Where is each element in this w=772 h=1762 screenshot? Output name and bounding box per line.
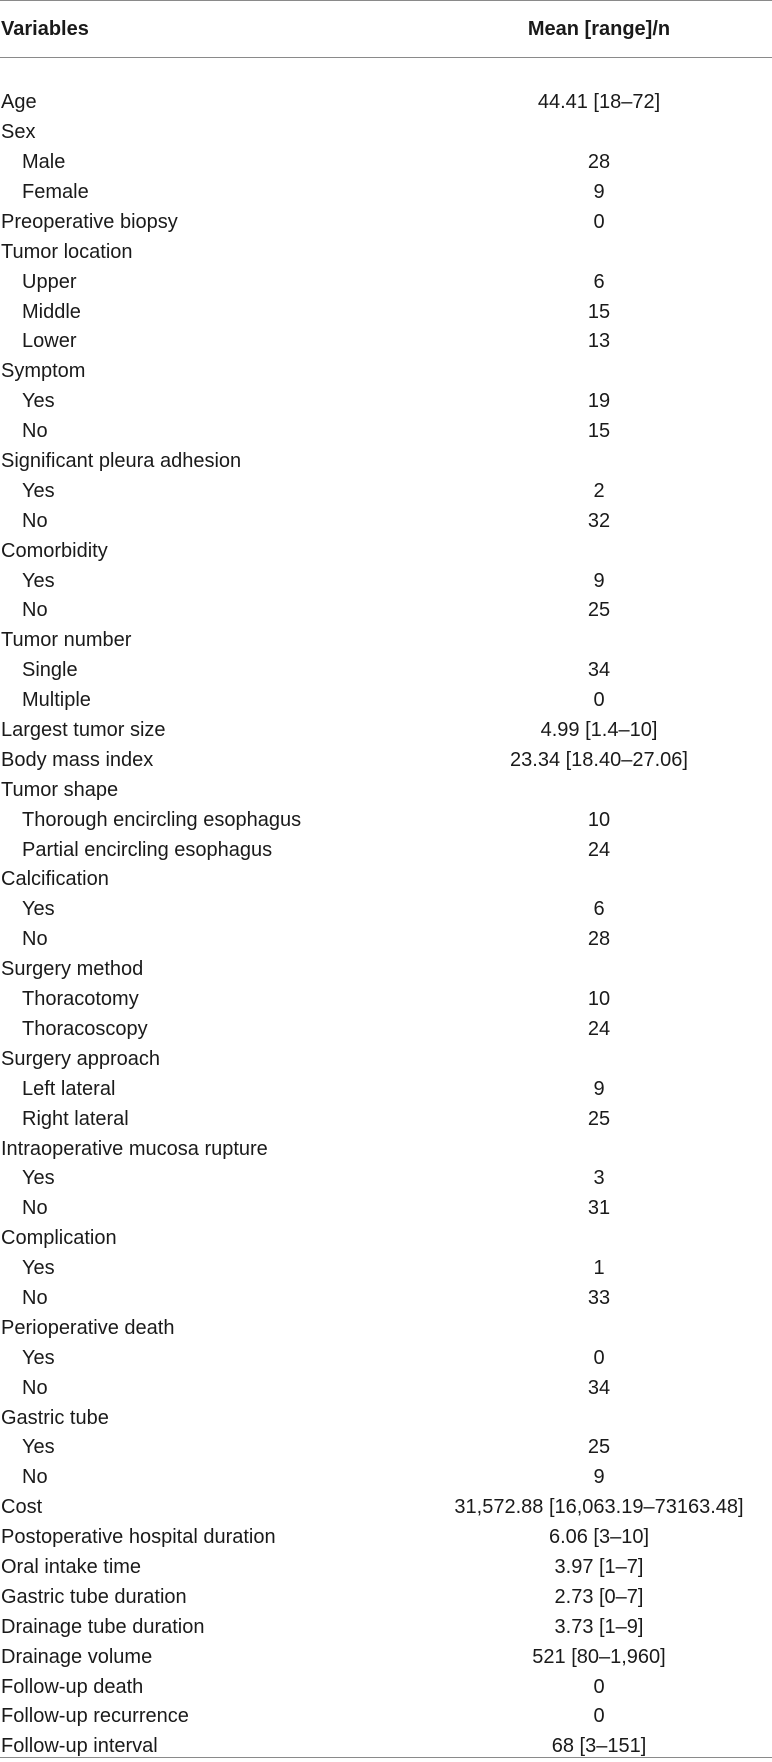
row-value — [426, 1313, 772, 1343]
row-label: Gastric tube duration — [1, 1585, 187, 1608]
row-value: 4.99 [1.4–10] — [540, 719, 658, 742]
row-value: 34 — [587, 1376, 611, 1399]
row-label: Intraoperative mucosa rupture — [1, 1137, 268, 1160]
table-row — [0, 267, 772, 297]
table-row — [0, 1432, 772, 1462]
row-sublabel: Yes — [22, 1436, 55, 1459]
row-sublabel: Partial encircling esophagus — [22, 838, 273, 861]
row-sublabel: Middle — [22, 300, 81, 323]
table-body — [0, 58, 772, 1762]
table-row — [0, 1014, 772, 1044]
table-row — [0, 1343, 772, 1373]
row-value — [426, 625, 772, 655]
row-label: Calcification — [1, 868, 109, 891]
table-row — [0, 536, 772, 566]
row-value: 28 — [587, 151, 611, 174]
row-value: 31,572.88 [16,063.19–73163.48] — [454, 1496, 744, 1519]
row-sublabel: Yes — [22, 1257, 55, 1280]
table-row — [0, 506, 772, 536]
row-value — [426, 1223, 772, 1253]
row-label: Significant pleura adhesion — [1, 450, 242, 473]
table-row — [0, 476, 772, 506]
row-label: Follow-up interval — [1, 1735, 158, 1758]
table-row — [0, 327, 772, 357]
table-row — [0, 1373, 772, 1403]
row-sublabel: Yes — [22, 479, 55, 502]
row-sublabel: No — [22, 928, 48, 951]
spacer-cell — [0, 58, 772, 88]
table-row — [0, 1612, 772, 1642]
row-value: 9 — [593, 569, 605, 592]
table-row — [0, 1403, 772, 1433]
table-row — [0, 715, 772, 745]
row-sublabel: Yes — [22, 390, 55, 413]
row-label: Tumor location — [1, 240, 133, 263]
row-value — [426, 775, 772, 805]
row-label: Follow-up recurrence — [1, 1705, 189, 1728]
table-row — [0, 1492, 772, 1522]
table-row — [0, 1223, 772, 1253]
row-value: 0 — [593, 1675, 605, 1698]
header-row — [0, 1, 772, 58]
table-row — [0, 177, 772, 207]
row-sublabel: No — [22, 1286, 48, 1309]
table-row — [0, 207, 772, 237]
row-label: Body mass index — [1, 748, 154, 771]
row-value — [426, 356, 772, 386]
table-row — [0, 1522, 772, 1552]
row-value: 15 — [587, 420, 611, 443]
row-sublabel: Thoracoscopy — [22, 1017, 148, 1040]
row-sublabel: Single — [22, 659, 78, 682]
row-value: 2.73 [0–7] — [554, 1585, 644, 1608]
bottom-rule — [0, 1757, 772, 1758]
row-label: Surgery method — [1, 958, 144, 981]
row-value — [426, 446, 772, 476]
row-value: 31 — [587, 1197, 611, 1220]
header-variables: Variables — [0, 1, 426, 58]
table-row — [0, 87, 772, 117]
table-row — [0, 1642, 772, 1672]
row-sublabel: Yes — [22, 1167, 55, 1190]
table-row — [0, 596, 772, 626]
row-value: 2 — [593, 479, 605, 502]
row-value: 13 — [587, 330, 611, 353]
table-row — [0, 386, 772, 416]
table-row — [0, 1253, 772, 1283]
table-row — [0, 1044, 772, 1074]
row-sublabel: Female — [22, 181, 89, 203]
row-value: 34 — [587, 659, 611, 682]
table-row — [0, 1134, 772, 1164]
row-value: 0 — [593, 210, 605, 233]
row-value — [426, 865, 772, 895]
table-row — [0, 1552, 772, 1582]
table-row — [0, 865, 772, 895]
row-value: 28 — [587, 928, 611, 951]
header-value: Mean [range]/n — [426, 1, 772, 58]
row-label: Surgery approach — [1, 1047, 160, 1070]
row-sublabel: Thoracotomy — [22, 988, 139, 1011]
row-value: 1 — [593, 1257, 605, 1280]
row-value: 6 — [593, 270, 605, 293]
row-label: Follow-up death — [1, 1675, 144, 1698]
row-value: 33 — [587, 1286, 611, 1309]
row-value: 44.41 [18–72] — [537, 91, 661, 114]
row-label: Perioperative death — [1, 1316, 175, 1339]
row-value: 10 — [587, 808, 611, 831]
table-row — [0, 924, 772, 954]
row-sublabel: Left lateral — [22, 1077, 116, 1100]
table-row — [0, 984, 772, 1014]
table-row — [0, 1313, 772, 1343]
table-row — [0, 655, 772, 685]
row-label: Gastric tube — [1, 1406, 109, 1429]
row-value: 25 — [587, 1436, 611, 1459]
row-value: 3 — [593, 1167, 605, 1190]
row-value: 0 — [593, 689, 605, 712]
table-row — [0, 297, 772, 327]
table-row — [0, 954, 772, 984]
table-row — [0, 1193, 772, 1223]
table-row — [0, 1462, 772, 1492]
row-value: 19 — [587, 390, 611, 413]
row-value — [426, 1044, 772, 1074]
row-label: Drainage tube duration — [1, 1615, 205, 1638]
row-sublabel: Upper — [22, 270, 77, 293]
table-row — [0, 835, 772, 865]
row-value: 32 — [587, 509, 611, 532]
spacer-row — [0, 58, 772, 88]
row-value: 24 — [587, 838, 611, 861]
row-value: 6 — [593, 898, 605, 921]
row-sublabel: No — [22, 1197, 48, 1220]
table-row — [0, 775, 772, 805]
row-label: Symptom — [1, 360, 86, 383]
table-row — [0, 117, 772, 147]
row-value: 68 [3–151] — [551, 1735, 647, 1758]
row-label: Preoperative biopsy — [1, 210, 178, 233]
row-value: 0 — [593, 1346, 605, 1369]
row-sublabel: Lower — [22, 330, 77, 353]
row-value: 0 — [593, 1705, 605, 1728]
row-label: Tumor number — [1, 629, 132, 652]
table-row — [0, 237, 772, 267]
table-row — [0, 1163, 772, 1193]
row-label: Cost — [1, 1496, 43, 1519]
table-row — [0, 446, 772, 476]
row-value: 23.34 [18.40–27.06] — [510, 748, 688, 771]
row-sublabel: Thorough encircling esophagus — [22, 808, 302, 831]
row-label: Largest tumor size — [1, 719, 166, 742]
row-label: Complication — [1, 1227, 117, 1250]
table-row — [0, 1582, 772, 1612]
row-sublabel: Multiple — [22, 689, 91, 712]
table-header — [0, 1, 772, 58]
row-value: 3.73 [1–9] — [554, 1615, 644, 1638]
row-sublabel: Yes — [22, 898, 55, 921]
row-value: 10 — [587, 988, 611, 1011]
table-row — [0, 1672, 772, 1702]
row-label: Age — [1, 91, 37, 114]
row-label: Comorbidity — [1, 539, 108, 562]
table-row — [0, 1283, 772, 1313]
row-value: 9 — [593, 181, 605, 203]
row-sublabel: No — [22, 509, 48, 532]
row-value: 15 — [587, 300, 611, 323]
row-sublabel: No — [22, 1376, 48, 1399]
row-label: Tumor shape — [1, 778, 119, 801]
table-row — [0, 1074, 772, 1104]
table-row — [0, 416, 772, 446]
table-row — [0, 356, 772, 386]
table-row — [0, 625, 772, 655]
row-sublabel: No — [22, 599, 48, 622]
row-value — [426, 1134, 772, 1164]
row-value: 25 — [587, 1107, 611, 1130]
row-sublabel: No — [22, 420, 48, 443]
row-sublabel: Yes — [22, 1346, 55, 1369]
row-value — [426, 1403, 772, 1433]
row-sublabel: Right lateral — [22, 1107, 129, 1130]
row-value: 25 — [587, 599, 611, 622]
row-label: Oral intake time — [1, 1555, 142, 1578]
row-label: Sex — [1, 121, 36, 144]
row-value: 9 — [593, 1466, 605, 1489]
row-label: Drainage volume — [1, 1645, 153, 1668]
row-sublabel: Male — [22, 151, 66, 174]
row-value: 24 — [587, 1017, 611, 1040]
row-value: 9 — [593, 1077, 605, 1100]
row-value — [426, 237, 772, 267]
table-row — [0, 685, 772, 715]
row-label: Postoperative hospital duration — [1, 1526, 276, 1549]
row-value: 6.06 [3–10] — [548, 1526, 650, 1549]
row-sublabel: No — [22, 1466, 48, 1489]
table-row — [0, 745, 772, 775]
row-value — [426, 117, 772, 147]
table-row — [0, 805, 772, 835]
table-row — [0, 894, 772, 924]
table-row — [0, 1104, 772, 1134]
table-row — [0, 566, 772, 596]
table-row — [0, 147, 772, 177]
row-value — [426, 954, 772, 984]
row-value: 3.97 [1–7] — [554, 1555, 644, 1578]
row-value — [426, 536, 772, 566]
row-sublabel: Yes — [22, 569, 55, 592]
row-value: 521 [80–1,960] — [532, 1645, 666, 1668]
table-row — [0, 1701, 772, 1731]
